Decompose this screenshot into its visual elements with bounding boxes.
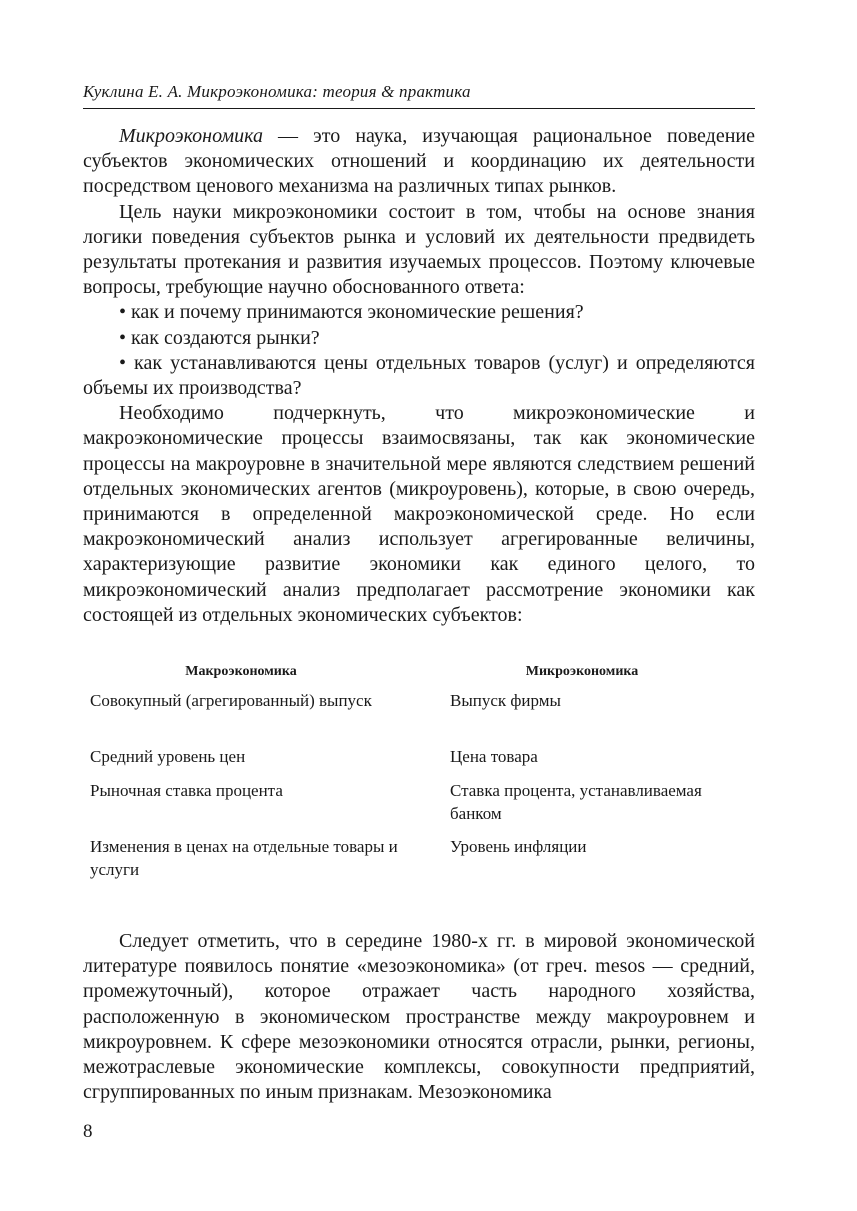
table-cell: Выпуск фирмы xyxy=(450,691,561,710)
table-header-macro: Макроэкономика xyxy=(185,664,297,679)
table-cell: Изменения в ценах на отдельные товары и услуги xyxy=(90,837,398,879)
bullet-item: • как и почему принимаются экономические решения? xyxy=(119,301,584,324)
paragraph-definition xyxy=(83,124,755,200)
running-head: Куклина Е. А. Микроэкономика: теория & практика xyxy=(83,82,471,101)
paragraph-meso: Следует отметить, что в середине 1980-х гг. в мировой экономической литературе появилось понятие «мезоэкономика» (от греч. mesos — средний, промежуточный), которое отражает часть народного хозяйства, расположенную в экономическом пространстве между макроуровнем и микроуровнем. К сфере мезоэкономики относятся отрасли, рынки, регионы, межотраслевые экономические комплексы, совокупности предприятий, сгруппированных по иным признакам. Мезоэкономика xyxy=(83,930,755,1104)
table-cell: Ставка процента, устанавливаемая банком xyxy=(450,781,702,823)
table-row xyxy=(83,690,755,746)
body-text-continued xyxy=(83,929,755,1105)
table-header-micro: Микроэкономика xyxy=(525,664,639,679)
definition-text: — это наука, изучающая рациональное поведение субъектов экономических отношений и координацию их деятельности посредством ценового механизма на различных типах рынков. xyxy=(83,125,755,198)
table-row xyxy=(83,780,755,836)
body-text xyxy=(83,124,755,628)
paragraph-goal: Цель науки микроэкономики состоит в том, чтобы на основе знания логики поведения субъектов рынка и условий их деятельности предвидеть результаты протекания и развития изучаемых процессов. Поэтому ключевые вопросы, требующие научно обоснованного ответа: xyxy=(83,200,755,299)
table-cell: Рыночная ставка процента xyxy=(90,781,283,800)
table-row xyxy=(83,836,755,884)
lead-term: Микроэкономика xyxy=(119,125,263,147)
table-cell: Средний уровень цен xyxy=(90,747,246,766)
bullet-item: • как устанавливаются цены отдельных товаров (услуг) и определяются объемы их производства? xyxy=(83,351,755,400)
table-row xyxy=(83,746,755,780)
bullet-item: • как создаются рынки? xyxy=(119,326,320,349)
header-rule xyxy=(83,108,755,109)
page-number: 8 xyxy=(83,1121,93,1142)
table-header-row xyxy=(83,662,755,690)
table-cell: Уровень инфляции xyxy=(450,837,587,856)
table-cell: Цена товара xyxy=(450,747,538,766)
paragraph-relation: Необходимо подчеркнуть, что микроэкономические и макроэкономические процессы взаимосвязаны, так как экономические процессы на макроуровне в значительной мере являются следствием решений отдельных экономических агентов (микроуровень), которые, в свою очередь, принимаются в определенной макроэкономической среде. Но если макроэкономический анализ использует агрегированные величины, характеризующие развитие экономики как единого целого, то микроэкономический анализ предполагает рассмотрение экономики как состоящей из отдельных экономических субъектов: xyxy=(83,402,755,626)
table-cell: Совокупный (агрегированный) выпуск xyxy=(90,691,372,710)
comparison-table xyxy=(83,662,755,884)
